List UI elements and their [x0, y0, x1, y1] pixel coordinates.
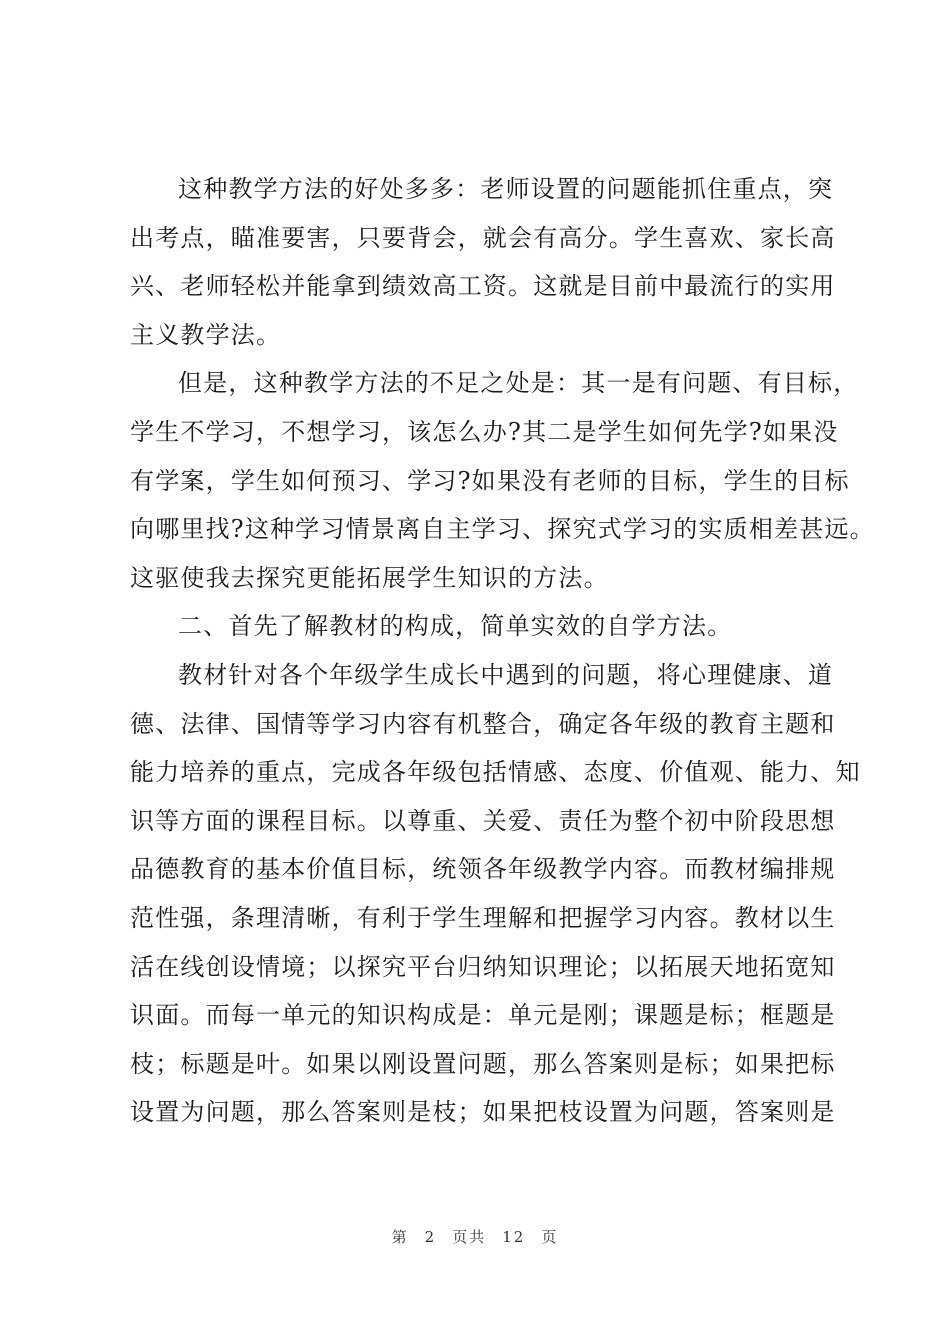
- paragraph-line: 范性强，条理清晰，有利于学生理解和把握学习内容。教材以生: [130, 903, 836, 932]
- page-middle: 页共: [452, 1228, 487, 1246]
- paragraph-line: 这种教学方法的好处多多：老师设置的问题能抓住重点，突: [178, 175, 834, 203]
- body-text: [130, 165, 875, 1137]
- paragraph-line: 识等方面的课程目标。以尊重、关爱、责任为整个初中阶段思想: [130, 806, 836, 835]
- section-heading: 二、首先了解教材的构成，简单实效的自学方法。: [178, 612, 733, 641]
- paragraph-line: 设置为问题，那么答案则是枝；如果把枝设置为问题，答案则是: [130, 1098, 836, 1127]
- paragraph-line: 枝；标题是叶。如果以刚设置问题，那么答案则是标；如果把标: [130, 1049, 836, 1078]
- page-prefix: 第: [391, 1228, 409, 1246]
- paragraph-line: 这驱使我去探究更能拓展学生知识的方法。: [130, 563, 609, 592]
- page-suffix: 页: [541, 1228, 559, 1246]
- paragraph-line: 识面。而每一单元的知识构成是：单元是刚；课题是标；框题是: [130, 1001, 836, 1030]
- page-footer: [0, 1226, 950, 1247]
- paragraph-line: 出考点，瞄准要害，只要背会，就会有高分。学生喜欢、家长高: [130, 223, 836, 252]
- current-page-number: 2: [424, 1228, 437, 1246]
- paragraph-line: 品德教育的基本价值目标，统领各年级教学内容。而教材编排规: [130, 855, 836, 884]
- paragraph-line: 德、法律、国情等学习内容有机整合，确定各年级的教育主题和: [130, 709, 836, 738]
- paragraph-line: 但是，这种教学方法的不足之处是：其一是有问题、有目标，: [178, 369, 859, 398]
- paragraph-line: 能力培养的重点，完成各年级包括情感、态度、价值观、能力、知: [130, 758, 861, 787]
- paragraph-line: 兴、老师轻松并能拿到绩效高工资。这就是目前中最流行的实用: [130, 272, 836, 301]
- paragraph-line: 主义教学法。: [130, 320, 282, 349]
- paragraph-line: 活在线创设情境；以探究平台归纳知识理论；以拓展天地拓宽知: [130, 952, 836, 981]
- paragraph-line: 向哪里找?这种学习情景离自主学习、探究式学习的实质相差甚远。: [130, 515, 875, 544]
- paragraph-line: 学生不学习，不想学习，该怎么办?其二是学生如何先学?如果没: [130, 417, 839, 446]
- paragraph-line: 有学案，学生如何预习、学习?如果没有老师的目标，学生的目标: [130, 466, 850, 495]
- paragraph-line: 教材针对各个年级学生成长中遇到的问题，将心理健康、道: [178, 660, 834, 689]
- total-pages-number: 12: [502, 1228, 526, 1246]
